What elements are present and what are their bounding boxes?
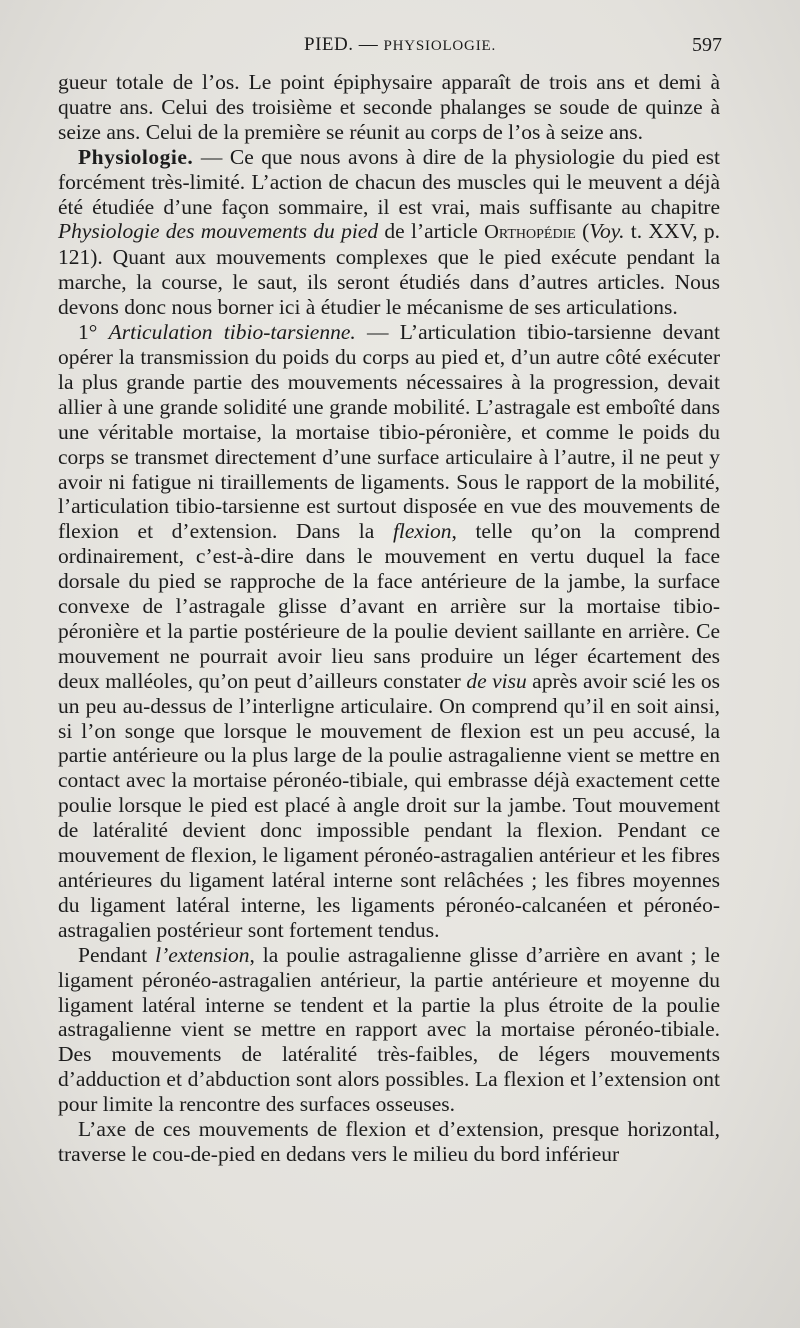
text-run: , la poulie astragalienne glisse d’arrière en avant ; le ligament péronéo-astragalien antérieur, la partie antérieure et moyenne du ligament latéral interne se tendent et la partie la plus étroite de la poulie astragalienne vient se mettre en rapport avec la mortaise péronéo-tibiale. Des mouvements de latéralité très-faibles, de légers mouvements d’adduction et d’abduction sont alors possibles. La flexion et l’extension ont pour limite la rencontre des surfaces osseuses. xyxy=(58,942,720,1117)
paragraph-articulation xyxy=(58,320,720,943)
section-heading-physiologie: Physiologie. xyxy=(78,144,194,169)
running-dash: — xyxy=(353,34,384,55)
paragraph-extension xyxy=(58,943,720,1117)
running-subtitle: PHYSIOLOGIE. xyxy=(383,38,496,54)
section-number: 1° xyxy=(78,320,109,345)
term-flexion: flexion xyxy=(392,519,452,544)
voy-abbreviation: Voy. xyxy=(589,219,625,244)
page-header xyxy=(0,28,800,64)
text-run: ( xyxy=(575,219,590,244)
paragraph-physiologie xyxy=(58,145,720,320)
text-run: — Ce que nous avons à dire de la physiologie du pied est forcément très-limité. L’action de chacun des muscles qui le meuvent a déjà été étudiée d’une façon sommaire, il est vrai, mais suffisante au chapitre xyxy=(58,144,720,219)
article-reference: Orthopédie xyxy=(484,221,576,244)
text-run: après avoir scié les os un peu au-dessus de l’interligne articulaire. On comprend qu’il en soit ainsi, si l’on songe que lorsque le mouvement de flexion est un peu accusé, la partie antérieure ou la plus large de la poulie astragalienne vient se mettre en contact avec la mortaise péronéo-tibiale, qui embrasse déjà exactement cette poulie lorsque le pied est placé à angle droit sur la jambe. Tout mouvement de latéralité devient donc impossible pendant la flexion. Pendant ce mouvement de flexion, le ligament péronéo-astragalien antérieur et les fibres antérieures du ligament latéral interne sont relâchées ; les fibres moyennes du ligament latéral interne, les ligaments péronéo-calcanéen et péronéo-astragalien postérieur sont fortement tendus. xyxy=(58,668,720,942)
term-de-visu: de visu xyxy=(466,668,527,693)
text-run: , telle qu’on la comprend ordinairement, c’est-à-dire dans le mouvement en vertu duquel la face dorsale du pied se rapproche de la face antérieure de la jambe, la surface convexe de l’astragale glisse d’avant en arrière sur la mortaise tibio-péronière et la partie postérieure de la poulie devient saillante en arrière. Ce mouvement ne pourrait avoir lieu sans produire un léger écartement des deux malléoles, qu’on peut d’ailleurs constater xyxy=(58,519,720,693)
text-run: — L’articulation tibio-tarsienne devant opérer la transmission du poids du corps au pied et, d’un autre côté exécuter la plus grande partie des mouvements nécessaires à la progression, devait allier à une grande solidité une grande mobilité. L’astragale est emboîté dans une véritable mortaise, la mortaise tibio-péronière, et comme le poids du corps se transmet directement d’une surface articulaire à l’autre, il ne peut y avoir ni fatigue ni tiraillements de ligaments. Sous le rapport de la mobilité, l’articulation tibio-tarsienne est surtout disposée en vue des mouvements de flexion et d’extension. Dans la xyxy=(58,320,720,544)
text-run: Pendant xyxy=(78,942,156,967)
running-title: PIED. xyxy=(304,34,354,55)
page-number: 597 xyxy=(692,34,722,56)
paragraph-ossification: gueur totale de l’os. Le point épiphysaire apparaît de trois ans et demi à quatre ans. Celui des troisième et seconde phalanges se soude de quinze à seize ans. Celui de la première se réunit au corps de l’os à seize ans. xyxy=(58,70,720,144)
running-head xyxy=(0,34,800,56)
chapter-reference: Physiologie des mouvements du pied xyxy=(58,219,379,244)
text-run: t. XXV, p. 121). Quant aux mouvements complexes que le pied exécute pendant la marche, la course, le saut, ils seront étudiés dans d’autres articles. Nous devons donc nous borner ici à étudier le mécanisme de ses articulations. xyxy=(58,219,720,320)
term-extension: l’extension xyxy=(155,942,250,967)
body-text xyxy=(58,70,720,1167)
text-run: de l’article xyxy=(378,219,485,244)
paragraph-axe: L’axe de ces mouvements de flexion et d’extension, presque horizontal, traverse le cou-de-pied en dedans vers le milieu du bord inférieur xyxy=(58,1117,720,1166)
subsection-heading: Articulation tibio-tarsienne. xyxy=(108,320,356,345)
